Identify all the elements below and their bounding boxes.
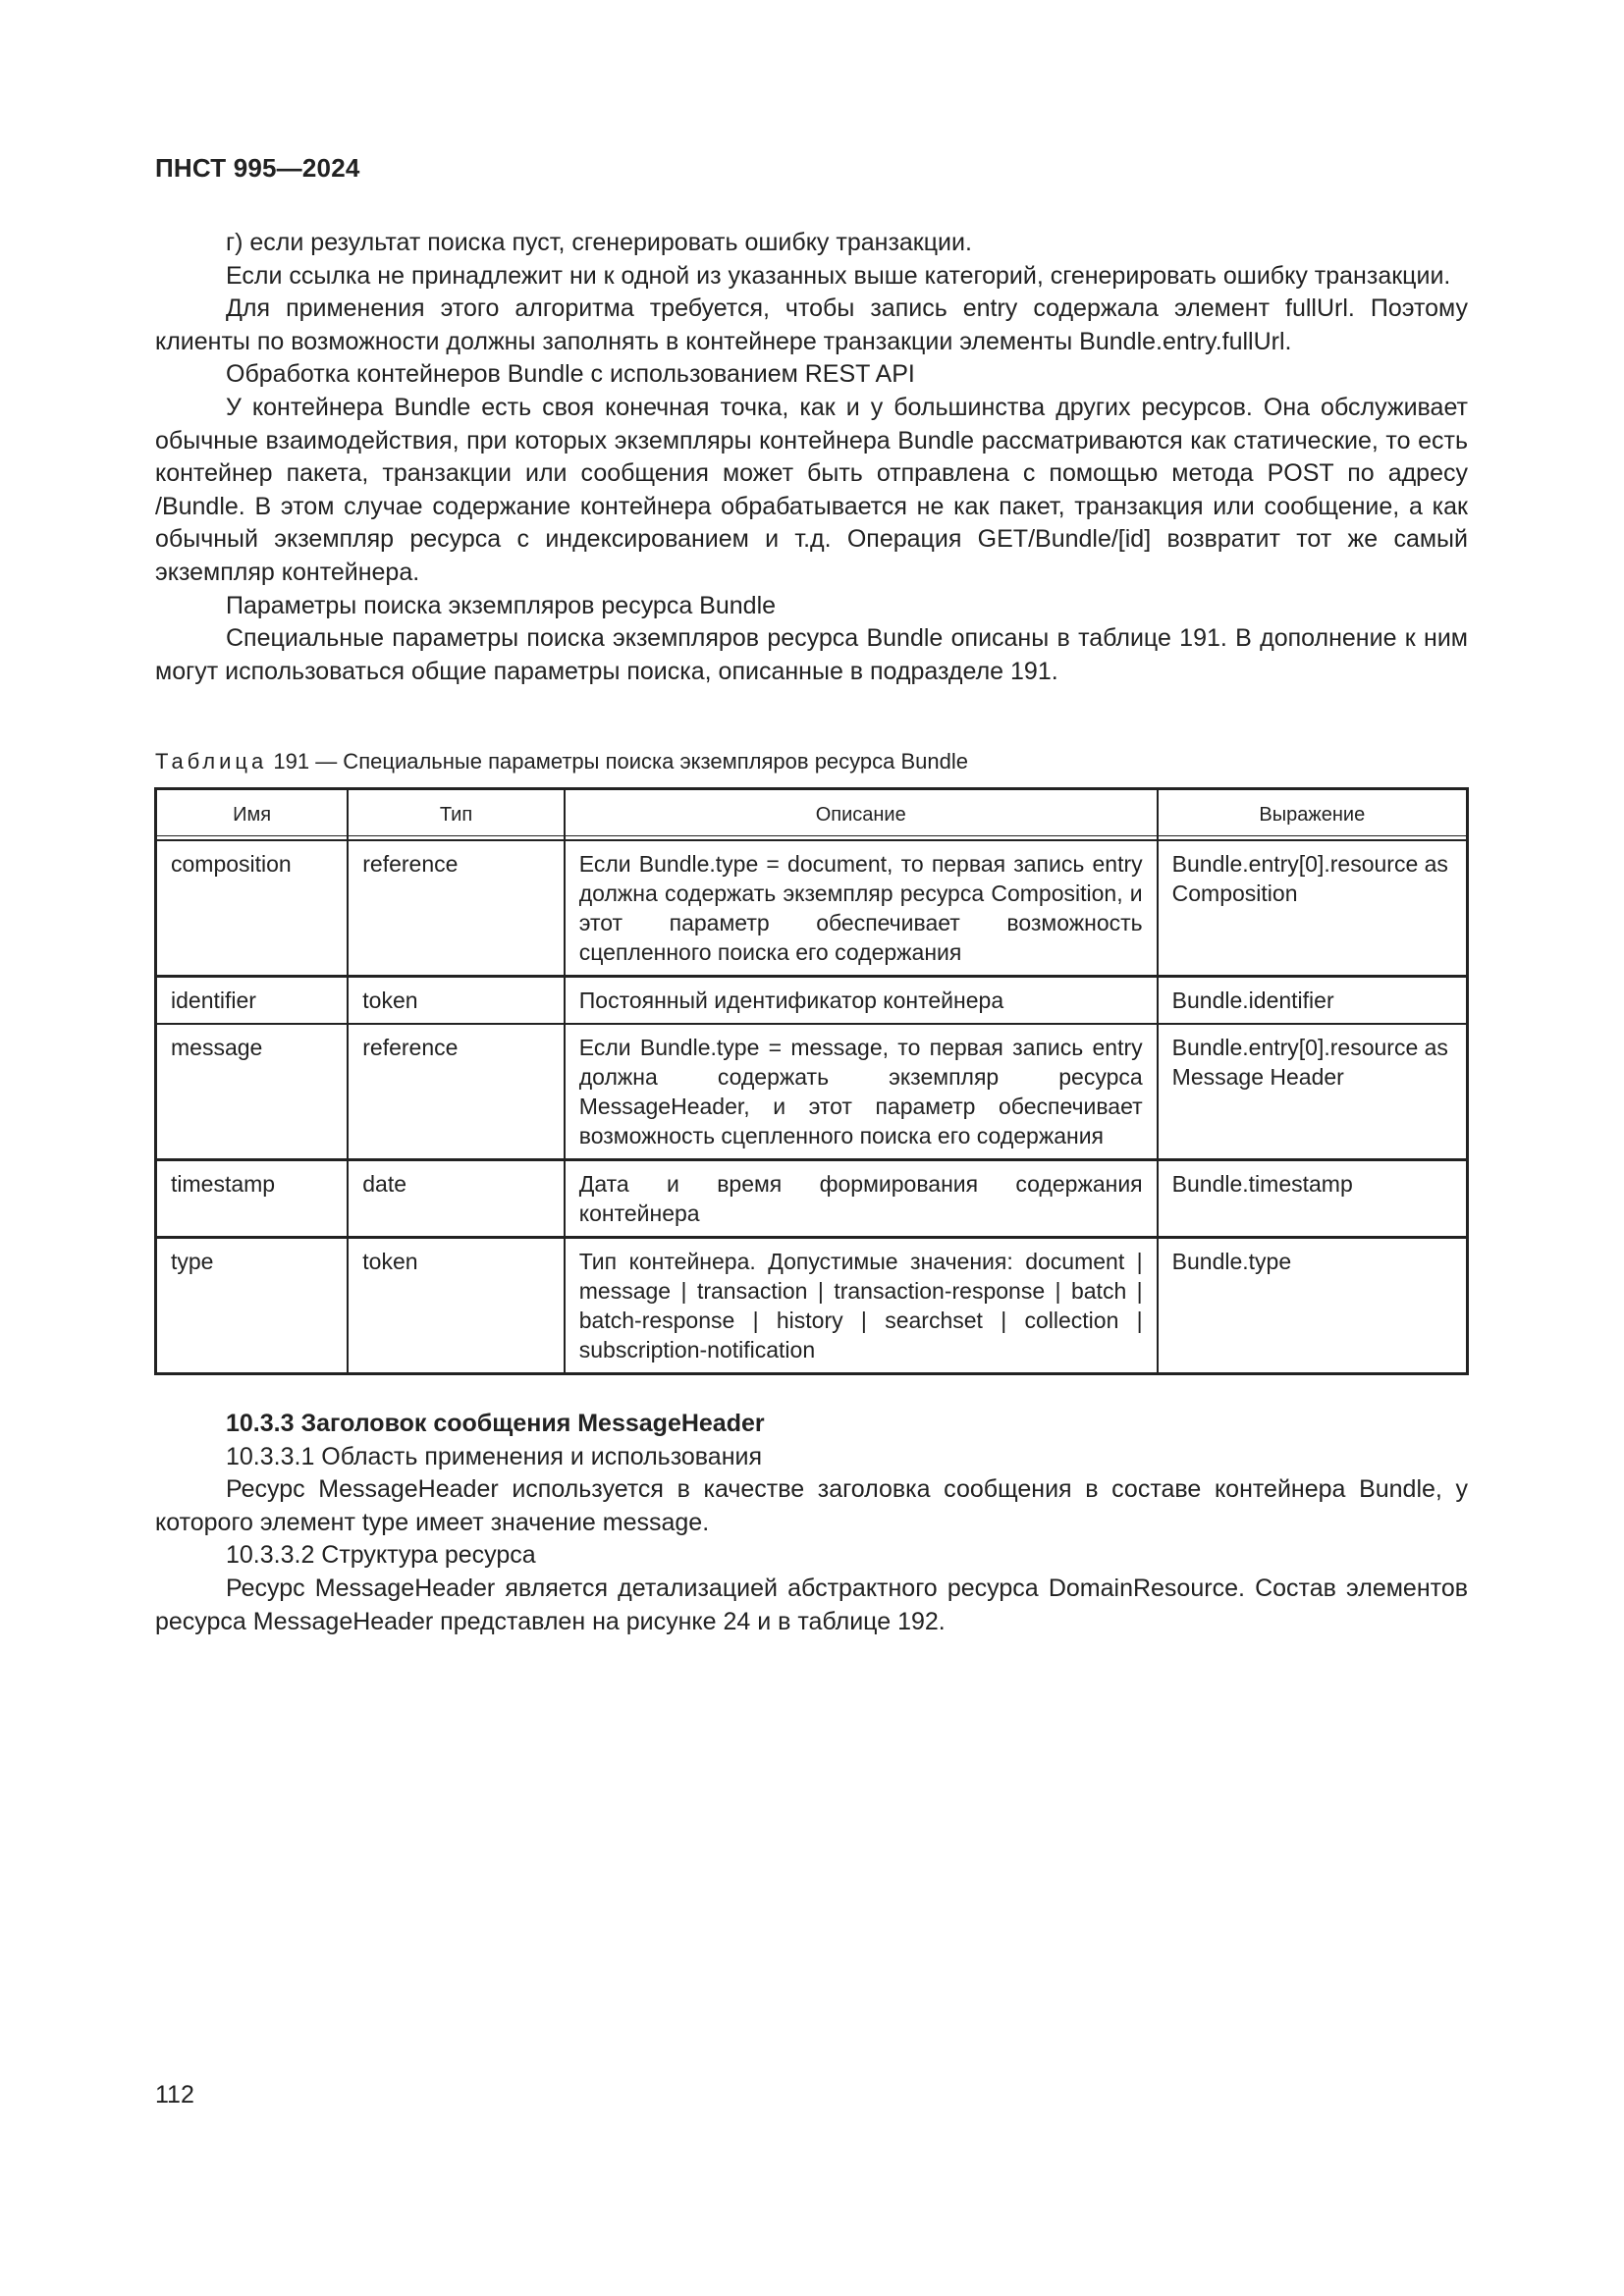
table-caption	[155, 749, 968, 774]
table-row	[156, 977, 1468, 1025]
cell-description: Дата и время формирования содержания контейнера	[565, 1160, 1158, 1238]
cell-type: reference	[348, 840, 565, 977]
paragraph-item-g: г) если результат поиска пуст, сгенерировать ошибку транзакции.	[226, 229, 972, 256]
table-row	[156, 1160, 1468, 1238]
intro-text	[155, 227, 1468, 688]
column-header-description: Описание	[565, 789, 1158, 836]
cell-expression: Bundle.type	[1158, 1238, 1468, 1374]
table-caption-text: 191 — Специальные параметры поиска экземпляров ресурса Bundle	[267, 749, 968, 774]
cell-type: date	[348, 1160, 565, 1238]
cell-name: composition	[156, 840, 349, 977]
paragraph-transaction-error: Если ссылка не принадлежит ни к одной из указанных выше категорий, сгенерировать ошибку транзакции.	[226, 261, 1451, 290]
cell-expression: Bundle.entry[0].resource as Composition	[1158, 840, 1468, 977]
paragraph-fullurl: Для применения этого алгоритма требуется, чтобы запись entry содержала элемент fullUrl. Поэтому клиенты по возможности должны заполнять в контейнере транзакции элементы Bundle.entry.fullUrl.	[155, 294, 1468, 355]
table-header-row	[156, 789, 1468, 836]
cell-description: Постоянный идентификатор контейнера	[565, 977, 1158, 1025]
subsection-text-scope: Ресурс MessageHeader используется в качестве заголовка сообщения в составе контейнера Bundle, у которого элемент type имеет значение message.	[155, 1475, 1468, 1536]
cell-description: Если Bundle.type = message, то первая запись entry должна содержать экземпляр ресурса MessageHeader, и этот параметр обеспечивает возможность сцепленного поиска его содержания	[565, 1024, 1158, 1160]
paragraph-bundle-endpoint: У контейнера Bundle есть своя конечная точка, как и у большинства других ресурсов. Она обслуживает обычные взаимодействия, при которых экземпляры контейнера Bundle рассматриваются как статические, то есть контейнер пакета, транзакции или сообщения может быть отправлена с помощью метода POST по адресу /Bundle. В этом случае содержание контейнера обрабатывается не как пакет, транзакция или сообщение, а как обычный экземпляр ресурса с индексированием и т.д. Операция GET/Bundle/[id] возвратит тот же самый экземпляр контейнера.	[155, 393, 1468, 586]
page-number: 112	[155, 2081, 194, 2109]
cell-name: type	[156, 1238, 349, 1374]
section-heading: 10.3.3 Заголовок сообщения MessageHeader	[226, 1410, 765, 1437]
subsection-text-structure: Ресурс MessageHeader является детализацией абстрактного ресурса DomainResource. Состав элементов ресурса MessageHeader представлен на рисунке 24 и в таблице 192.	[155, 1574, 1468, 1635]
paragraph-search-params: Специальные параметры поиска экземпляров ресурса Bundle описаны в таблице 191. В дополнение к ним могут использоваться общие параметры поиска, описанные в подразделе 191.	[155, 624, 1468, 685]
cell-expression: Bundle.entry[0].resource as Message Header	[1158, 1024, 1468, 1160]
table-caption-label: Таблица	[155, 749, 268, 774]
cell-name: timestamp	[156, 1160, 349, 1238]
subsection-title-structure: 10.3.3.2 Структура ресурса	[226, 1541, 536, 1570]
column-header-type: Тип	[348, 789, 565, 836]
document-header: ПНСТ 995—2024	[155, 153, 360, 183]
subsection-title-scope: 10.3.3.1 Область применения и использования	[226, 1442, 762, 1470]
paragraph-search-params-title: Параметры поиска экземпляров ресурса Bundle	[226, 591, 777, 619]
table-row	[156, 840, 1468, 977]
cell-expression: Bundle.timestamp	[1158, 1160, 1468, 1238]
cell-type: token	[348, 1238, 565, 1374]
column-header-expression: Выражение	[1158, 789, 1468, 836]
section-message-header	[155, 1408, 1468, 1638]
cell-type: token	[348, 977, 565, 1025]
search-params-table	[154, 787, 1469, 1375]
cell-expression: Bundle.identifier	[1158, 977, 1468, 1025]
cell-description: Если Bundle.type = document, то первая запись entry должна содержать экземпляр ресурса Composition, и этот параметр обеспечивает возможность сцепленного поиска его содержания	[565, 840, 1158, 977]
column-header-name: Имя	[156, 789, 349, 836]
table-row	[156, 1238, 1468, 1374]
paragraph-rest-api-title: Обработка контейнеров Bundle с использованием REST API	[226, 360, 915, 389]
cell-description: Тип контейнера. Допустимые значения: document | message | transaction | transaction-response | batch | batch-response | history | searchset | collection | subscription-notification	[565, 1238, 1158, 1374]
table-row	[156, 1024, 1468, 1160]
cell-name: message	[156, 1024, 349, 1160]
cell-type: reference	[348, 1024, 565, 1160]
cell-name: identifier	[156, 977, 349, 1025]
